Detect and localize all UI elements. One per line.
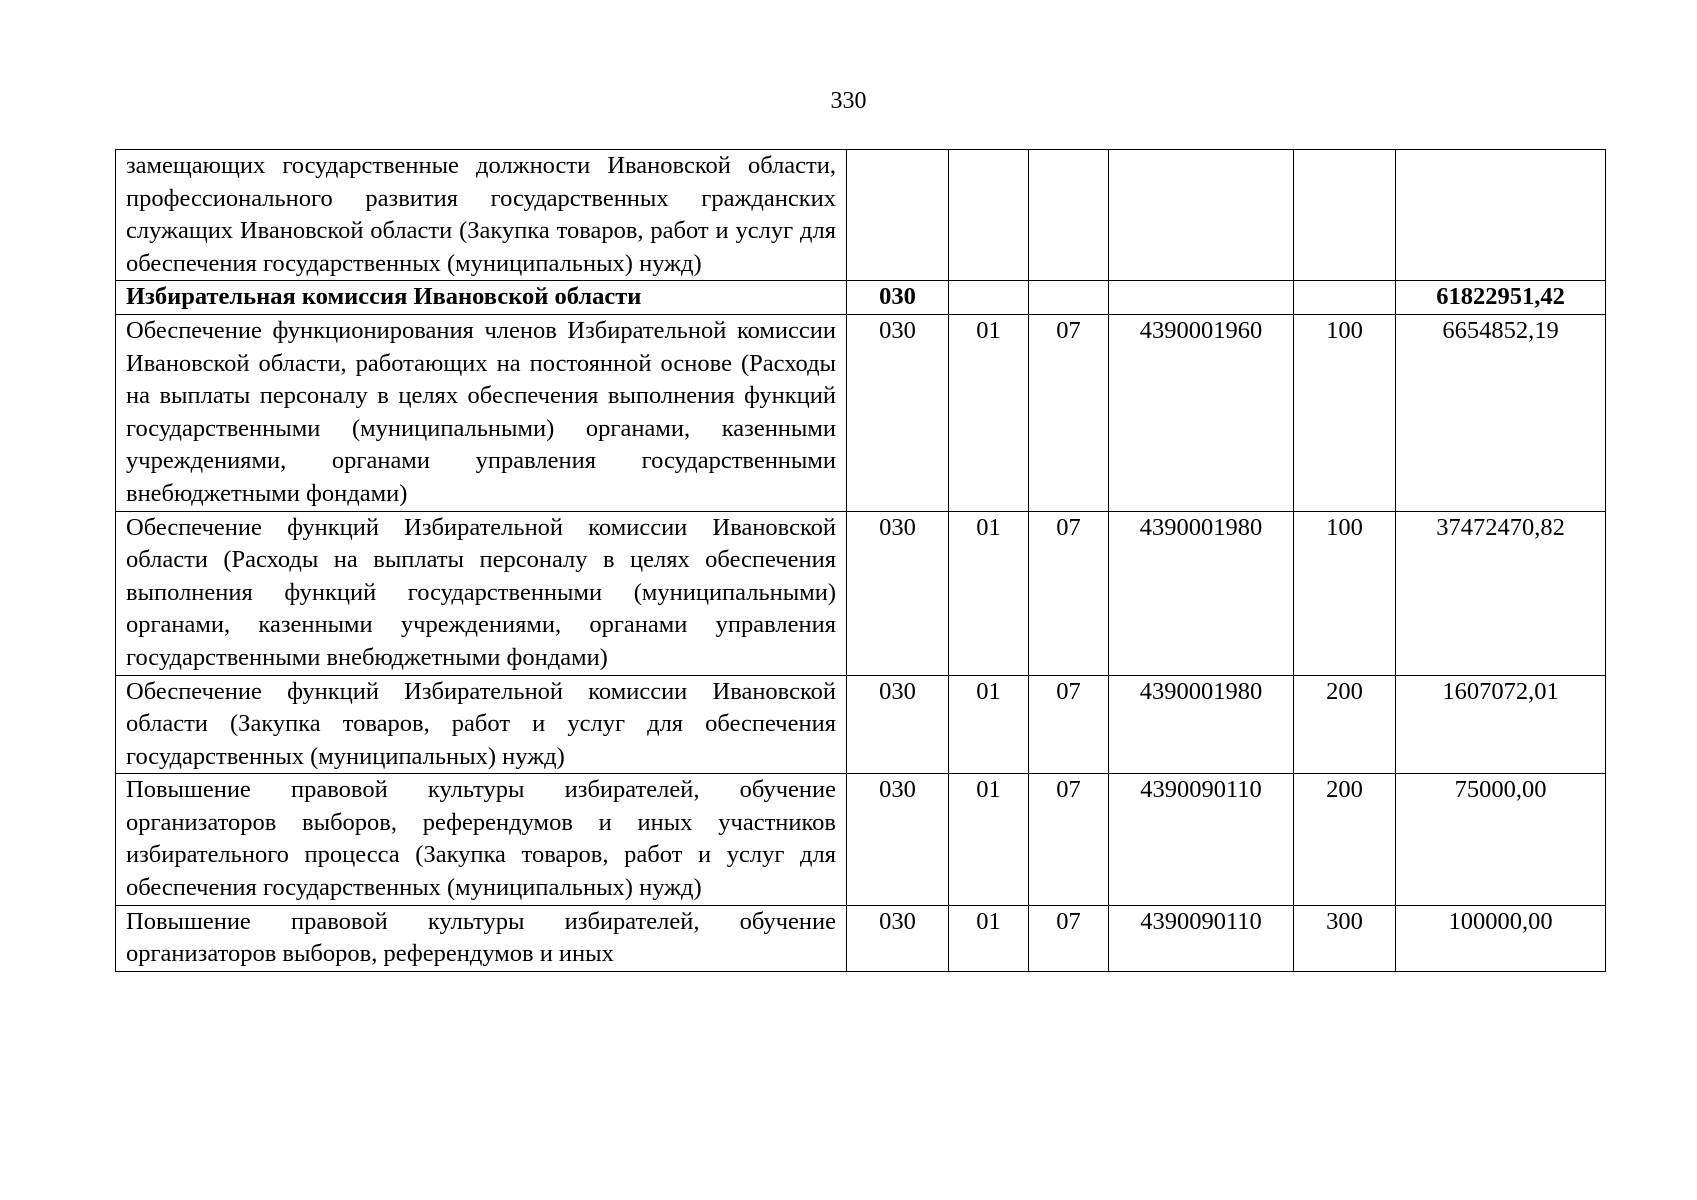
row-description: Повышение правовой культуры избирателей, обучение организаторов выборов, референдумов и иных (116, 905, 847, 971)
table-row (116, 511, 1606, 675)
row-subsection-code: 07 (1029, 511, 1109, 675)
table-row (116, 281, 1606, 315)
row-grbs-code: 030 (847, 774, 949, 905)
row-subsection-code (1029, 150, 1109, 281)
row-description: Повышение правовой культуры избирателей, обучение организаторов выборов, референдумов и иных участников избирательного процесса (Закупка товаров, работ и услуг для обеспечения государственных (муниципальных) нужд) (116, 774, 847, 905)
row-expense-type-code: 100 (1294, 511, 1396, 675)
row-grbs-code: 030 (847, 511, 949, 675)
row-section-code: 01 (949, 314, 1029, 511)
row-section-code: 01 (949, 905, 1029, 971)
row-grbs-code (847, 150, 949, 281)
row-description: Обеспечение функционирования членов Избирательной комиссии Ивановской области, работающих на постоянной основе (Расходы на выплаты персоналу в целях обеспечения выполнения функций государственными (муниципальными) органами, казенными учреждениями, органами управления государственными внебюджетными фондами) (116, 314, 847, 511)
row-section-code: 01 (949, 675, 1029, 774)
row-target-article-code (1109, 281, 1294, 315)
row-subsection-code: 07 (1029, 314, 1109, 511)
row-target-article-code: 4390090110 (1109, 774, 1294, 905)
row-amount: 1607072,01 (1396, 675, 1606, 774)
row-section-code: 01 (949, 774, 1029, 905)
row-amount (1396, 150, 1606, 281)
row-target-article-code: 4390001980 (1109, 511, 1294, 675)
row-grbs-code: 030 (847, 281, 949, 315)
row-expense-type-code (1294, 281, 1396, 315)
table-row (116, 905, 1606, 971)
row-expense-type-code: 300 (1294, 905, 1396, 971)
table-row (116, 774, 1606, 905)
row-subsection-code: 07 (1029, 675, 1109, 774)
table-row (116, 314, 1606, 511)
row-expense-type-code: 200 (1294, 774, 1396, 905)
row-description: Обеспечение функций Избирательной комиссии Ивановской области (Закупка товаров, работ и услуг для обеспечения государственных (муниципальных) нужд) (116, 675, 847, 774)
row-target-article-code: 4390001980 (1109, 675, 1294, 774)
row-expense-type-code (1294, 150, 1396, 281)
row-target-article-code: 4390001960 (1109, 314, 1294, 511)
row-amount: 6654852,19 (1396, 314, 1606, 511)
row-grbs-code: 030 (847, 675, 949, 774)
row-subsection-code: 07 (1029, 774, 1109, 905)
row-target-article-code: 4390090110 (1109, 905, 1294, 971)
row-grbs-code: 030 (847, 905, 949, 971)
budget-table (115, 149, 1606, 972)
row-amount: 61822951,42 (1396, 281, 1606, 315)
row-amount: 100000,00 (1396, 905, 1606, 971)
row-description: Обеспечение функций Избирательной комиссии Ивановской области (Расходы на выплаты персоналу в целях обеспечения выполнения функций государственными (муниципальными) органами, казенными учреждениями, органами управления государственными внебюджетными фондами) (116, 511, 847, 675)
page-number: 330 (830, 88, 867, 114)
row-subsection-code (1029, 281, 1109, 315)
row-amount: 75000,00 (1396, 774, 1606, 905)
row-expense-type-code: 200 (1294, 675, 1396, 774)
table-row (116, 675, 1606, 774)
row-grbs-code: 030 (847, 314, 949, 511)
budget-table-body (116, 150, 1606, 972)
row-section-code (949, 281, 1029, 315)
row-subsection-code: 07 (1029, 905, 1109, 971)
table-row (116, 150, 1606, 281)
row-description: замещающих государственные должности Ивановской области, профессионального развития государственных гражданских служащих Ивановской области (Закупка товаров, работ и услуг для обеспечения государственных (муниципальных) нужд) (116, 150, 847, 281)
row-amount: 37472470,82 (1396, 511, 1606, 675)
row-section-code (949, 150, 1029, 281)
row-expense-type-code: 100 (1294, 314, 1396, 511)
row-description: Избирательная комиссия Ивановской области (116, 281, 847, 315)
row-section-code: 01 (949, 511, 1029, 675)
row-target-article-code (1109, 150, 1294, 281)
